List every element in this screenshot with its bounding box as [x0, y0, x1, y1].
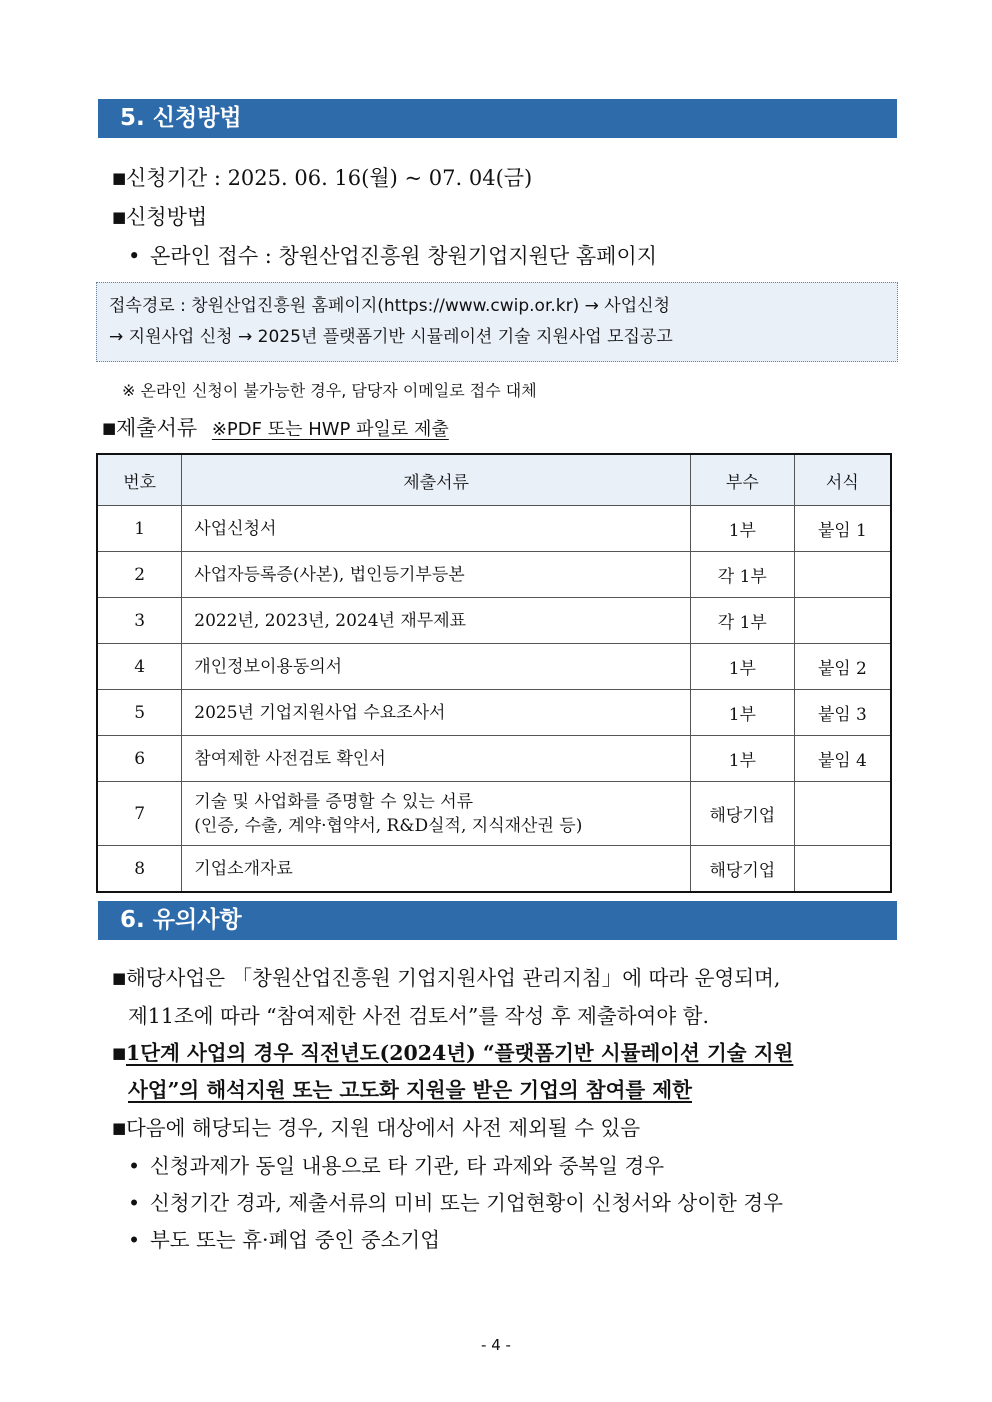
table-row [97, 846, 891, 893]
exclusion-item-3: • 부도 또는 휴·폐업 중인 중소기업 [128, 1228, 441, 1252]
section-6-heading: 6. 유의사항 [98, 901, 897, 940]
row-no: 4 [97, 644, 182, 690]
row-no: 6 [97, 736, 182, 782]
row-form: 붙임 4 [794, 736, 891, 782]
section-5-heading: 5. 신청방법 [98, 99, 897, 138]
docs-format-note: ※PDF 또는 HWP 파일로 제출 [211, 419, 449, 440]
notice-item-1: ■해당사업은 「창원산업진흥원 기업지원사업 관리지침」에 따라 운영되며, [112, 966, 781, 990]
dot-bullet-icon: • [128, 244, 141, 268]
row-copies: 해당기업 [690, 782, 794, 846]
square-bullet-icon: ■ [112, 208, 127, 226]
row-doc: 사업자등록증(사본), 법인등기부등본 [182, 552, 691, 598]
route-line-1: 접속경로 : 창원산업진흥원 홈페이지(https://www.cwip.or.kr) → 사업신청 [109, 296, 670, 316]
row-copies: 1부 [690, 690, 794, 736]
square-bullet-icon: ■ [102, 419, 117, 437]
row-no: 5 [97, 690, 182, 736]
row-doc: 개인정보이용동의서 [182, 644, 691, 690]
table-row [97, 506, 891, 552]
row-copies: 각 1부 [690, 598, 794, 644]
row-copies: 1부 [690, 736, 794, 782]
notice-item-2-line-2: 사업”의 해석지원 또는 고도화 지원을 받은 기업의 참여를 제한 [128, 1078, 692, 1102]
table-row [97, 782, 891, 846]
submission-docs-table [96, 453, 892, 893]
table-row [97, 736, 891, 782]
row-doc: 2025년 기업지원사업 수요조사서 [182, 690, 691, 736]
row-no: 3 [97, 598, 182, 644]
row-copies: 1부 [690, 506, 794, 552]
dot-bullet-icon: • [128, 1154, 141, 1178]
row-no: 8 [97, 846, 182, 893]
header-form: 서식 [794, 454, 891, 506]
row-doc-line-1: 기술 및 사업화를 증명할 수 있는 서류 [194, 791, 474, 812]
row-doc: 사업신청서 [182, 506, 691, 552]
route-line-2: → 지원사업 신청 → 2025년 플랫폼기반 시뮬레이션 기술 지원사업 모집공고 [109, 327, 673, 347]
row-form [794, 598, 891, 644]
row-form [794, 782, 891, 846]
row-form [794, 552, 891, 598]
notice-item-3: ■다음에 해당되는 경우, 지원 대상에서 사전 제외될 수 있음 [112, 1116, 641, 1140]
table-row [97, 644, 891, 690]
row-doc: 참여제한 사전검토 확인서 [182, 736, 691, 782]
row-form [794, 846, 891, 893]
row-form: 붙임 2 [794, 644, 891, 690]
row-copies: 각 1부 [690, 552, 794, 598]
table-row [97, 690, 891, 736]
period-item: ■신청기간 : 2025. 06. 16(월) ~ 07. 04(금) [112, 166, 533, 190]
exclusion-item-1: • 신청과제가 동일 내용으로 타 기관, 타 과제와 중복일 경우 [128, 1154, 665, 1178]
header-copies: 부수 [690, 454, 794, 506]
dot-bullet-icon: • [128, 1191, 141, 1215]
square-bullet-icon: ■ [112, 1119, 127, 1137]
table-header-row [97, 454, 891, 506]
table-row [97, 598, 891, 644]
row-doc [182, 782, 691, 846]
method-item: ■신청방법 [112, 205, 208, 229]
row-doc: 기업소개자료 [182, 846, 691, 893]
row-no: 1 [97, 506, 182, 552]
page-number: - 4 - [481, 1336, 511, 1354]
docs-item: ■제출서류 ※PDF 또는 HWP 파일로 제출 [102, 416, 449, 440]
dot-bullet-icon: • [128, 1228, 141, 1252]
row-doc: 2022년, 2023년, 2024년 재무제표 [182, 598, 691, 644]
header-no: 번호 [97, 454, 182, 506]
exclusion-item-2: • 신청기간 경과, 제출서류의 미비 또는 기업현황이 신청서와 상이한 경우 [128, 1191, 783, 1215]
row-doc-line-2: (인증, 수출, 계약·협약서, R&D실적, 지식재산권 등) [194, 815, 583, 836]
row-form: 붙임 1 [794, 506, 891, 552]
online-item: • 온라인 접수 : 창원산업진흥원 창원기업지원단 홈페이지 [128, 244, 658, 268]
table-row [97, 552, 891, 598]
row-copies: 1부 [690, 644, 794, 690]
header-doc: 제출서류 [182, 454, 691, 506]
square-bullet-icon: ■ [112, 169, 127, 187]
route-box [96, 282, 898, 362]
row-no: 2 [97, 552, 182, 598]
row-no: 7 [97, 782, 182, 846]
square-bullet-icon: ■ [112, 969, 127, 987]
square-bullet-icon: ■ [112, 1044, 127, 1062]
row-form: 붙임 3 [794, 690, 891, 736]
notice-item-2: ■1단계 사업의 경우 직전년도(2024년) “플랫폼기반 시뮬레이션 기술 지원 [112, 1041, 794, 1065]
online-note: ※ 온라인 신청이 불가능한 경우, 담당자 이메일로 접수 대체 [122, 381, 537, 400]
notice-item-1-line-2: 제11조에 따라 “참여제한 사전 검토서”를 작성 후 제출하여야 함. [128, 1004, 709, 1028]
row-copies: 해당기업 [690, 846, 794, 893]
